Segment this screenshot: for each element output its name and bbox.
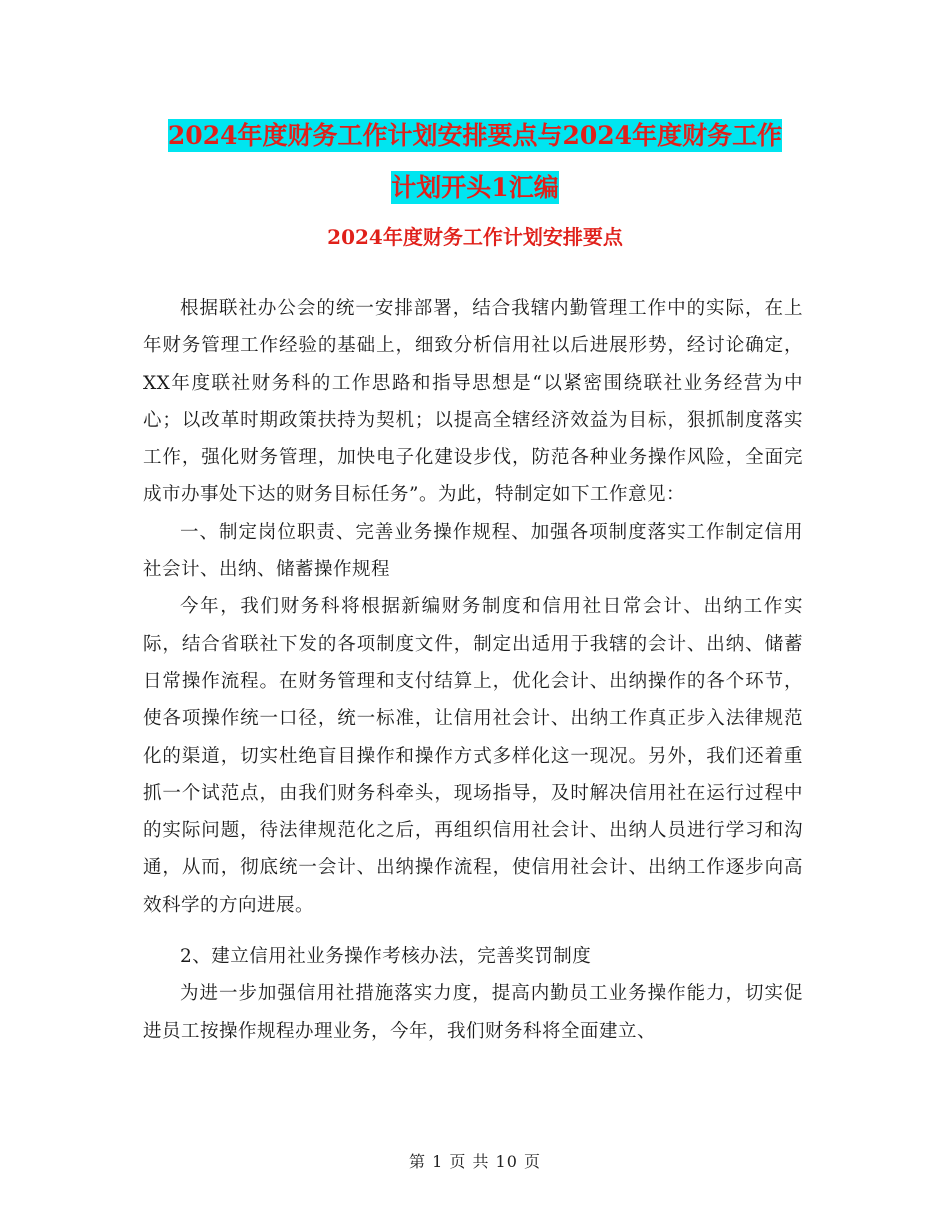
paragraph-assessment: 为进一步加强信用社措施落实力度，提高内勤员工业务操作能力，切实促进员工按操作规程办理业务，今年，我们财务科将全面建立、: [143, 983, 803, 1042]
document-title: [140, 110, 810, 214]
paragraph-heading-1: 一、制定岗位职责、完善业务操作规程、加强各项制度落实工作制定信用社会计、出纳、储蓄操作规程: [143, 521, 803, 581]
page-number-footer: 第 1 页 共 10 页: [409, 1152, 541, 1171]
section-title: 2024年度财务工作计划安排要点: [327, 225, 623, 249]
paragraph-operations: 今年，我们财务科将根据新编财务制度和信用社日常会计、出纳工作实际，结合省联社下发的各项制度文件，制定出适用于我辖的会计、出纳、储蓄日常操作流程。在财务管理和支付结算上，优化会计、出纳操作的各个环节，使各项操作统一口径，统一标准，让信用社会计、出纳工作真正步入法律规范化的渠道，切实杜绝盲目操作和操作方式多样化这一现况。另外，我们还着重抓一个试范点，由我们财务科牵头，现场指导，及时解决信用社在运行过程中的实际问题，待法律规范化之后，再组织信用社会计、出纳人员进行学习和沟通，从而，彻底统一会计、出纳操作流程，使信用社会计、出纳工作逐步向高效科学的方向进展。: [143, 596, 803, 916]
document-title-line-2: 计划开头1汇编: [391, 173, 559, 202]
paragraph-heading-2: 2、建立信用社业务操作考核办法，完善奖罚制度: [180, 946, 592, 968]
document-body: [143, 290, 803, 1050]
document-title-line-1: 2024年度财务工作计划安排要点与2024年度财务工作: [167, 121, 783, 150]
paragraph-intro: 根据联社办公会的统一安排部署，结合我辖内勤管理工作中的实际，在上年财务管理工作经验的基础上，细致分析信用社以后进展形势，经讨论确定，XX年度联社财务科的工作思路和指导思想是“以紧密围绕联社业务经营为中心；以改革时期政策扶持为契机；以提高全辖经济效益为目标，狠抓制度落实工作，强化财务管理，加快电子化建设步伐，防范各种业务操作风险，全面完成市办事处下达的财务目标任务”。为此，特制定如下工作意见：: [143, 298, 803, 506]
